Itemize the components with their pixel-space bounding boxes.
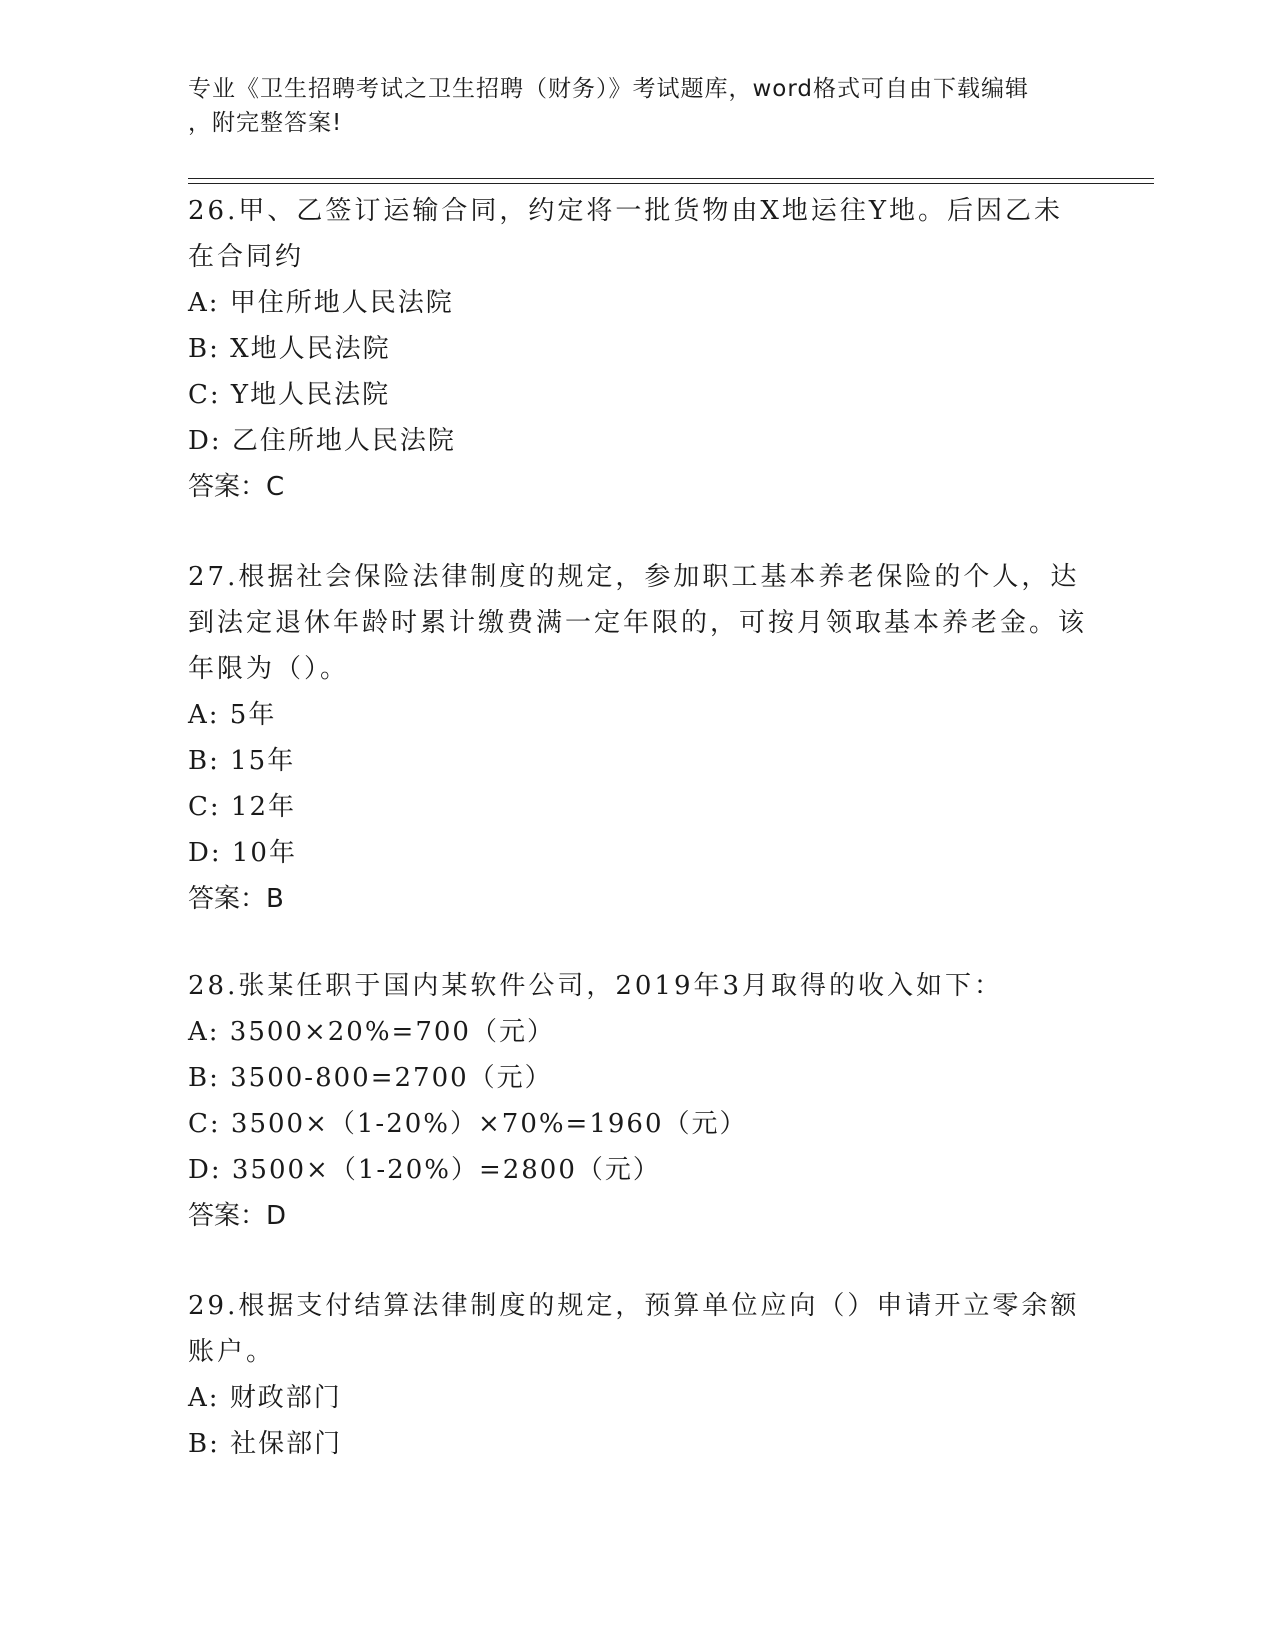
option-c: C: 3500×（1-20%）×70%=1960（元）	[188, 1109, 748, 1139]
answer-line: 答案：B	[188, 884, 284, 914]
question-27	[188, 554, 1088, 922]
question-text: 27.根据社会保险法律制度的规定，参加职工基本养老保险的个人，达到法定退休年龄时累计缴费满一定年限的，可按月领取基本养老金。该年限为（）。	[188, 562, 1088, 684]
option-d: D: 乙住所地人民法院	[188, 426, 456, 456]
option-b: B: 15年	[188, 746, 296, 776]
option-a: A: 财政部门	[188, 1383, 342, 1413]
question-text: 29.根据支付结算法律制度的规定，预算单位应向（）申请开立零余额账户。	[188, 1291, 1080, 1367]
option-b: B: 3500-800=2700（元）	[188, 1063, 553, 1093]
option-a: A: 3500×20%=700（元）	[188, 1017, 555, 1047]
answer-line: 答案：D	[188, 1201, 287, 1231]
header-line-2: ，附完整答案!	[188, 110, 343, 136]
option-b: B: X地人民法院	[188, 334, 391, 364]
option-c: C: 12年	[188, 792, 297, 822]
answer-line: 答案：C	[188, 472, 285, 502]
header-line-1: 专业《卫生招聘考试之卫生招聘（财务）》考试题库，word格式可自由下载编辑	[188, 76, 1030, 102]
question-29	[188, 1283, 1088, 1467]
option-d: D: 10年	[188, 838, 297, 868]
option-b: B: 社保部门	[188, 1429, 343, 1459]
question-text: 28.张某任职于国内某软件公司，2019年3月取得的收入如下：	[188, 971, 1004, 1001]
question-26	[188, 188, 1088, 510]
option-a: A: 5年	[188, 700, 277, 730]
document-header	[188, 72, 1068, 140]
option-d: D: 3500×（1-20%）=2800（元）	[188, 1155, 661, 1185]
option-c: C: Y地人民法院	[188, 380, 391, 410]
header-divider-top	[188, 178, 1154, 179]
question-28	[188, 963, 1088, 1239]
option-a: A: 甲住所地人民法院	[188, 288, 454, 318]
header-divider-bottom	[188, 183, 1154, 184]
question-text: 26.甲、乙签订运输合同，约定将一批货物由X地运往Y地。后因乙未在合同约	[188, 196, 1064, 272]
